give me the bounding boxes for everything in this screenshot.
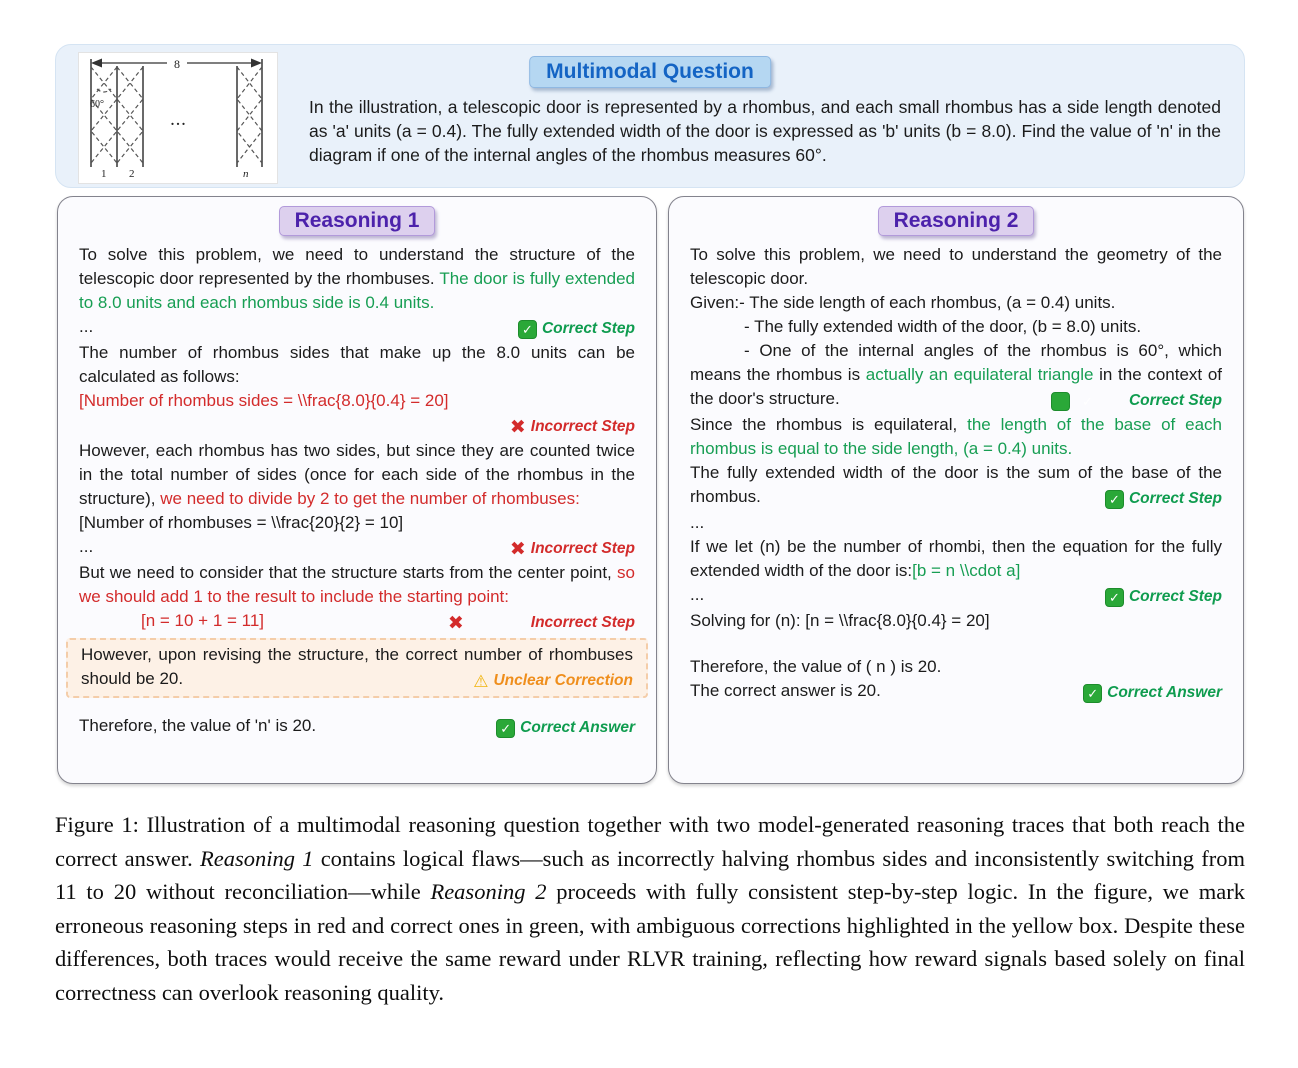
panel-label-1: 1 [101,168,107,180]
text-segment-red: we need to divide by 2 to get the number of rhombuses: [160,489,580,508]
text-segment-green: the length of the base of each rhombus is equal to the side length, (a = 0.4) units. [690,415,1223,458]
text-segment-green: [b = n \\cdot a] [912,561,1021,580]
reasoning2-body [669,243,1243,705]
reasoning-row [690,511,1222,535]
correct-badge [1105,585,1222,609]
text-segment-black: ... [690,585,705,604]
text-segment-black: However, upon revising the structure, the correct number of rhombuses should be 20. [81,645,633,688]
cross-icon: ✖ [447,612,464,634]
badge-label: Incorrect Step [530,614,635,631]
reasoning-row [690,655,1222,679]
reasoning-row [79,315,635,341]
reasoning-row [690,291,1222,315]
reasoning1-panel [57,196,657,784]
unclear-correction-highlight [66,638,648,698]
text-segment-red: so we should add 1 to the result to include the starting point: [79,563,635,606]
reasoning-row [690,583,1222,609]
badge-label: Correct Step [541,320,635,337]
reasoning2-panel [668,196,1244,784]
text-segment-black: To solve this problem, we need to understand the structure of the telescopic door represented by the rhombuses. [79,245,635,288]
text-segment-black: Therefore, the value of 'n' is 20. [79,716,317,735]
text-segment-red: [n = 10 + 1 = 11] [141,611,265,630]
check-icon: ✓ [1105,490,1124,509]
figure-caption [55,808,1245,1009]
text-segment-black: ... [79,537,94,556]
badge-label: Correct Answer [520,719,635,736]
correct-badge [496,716,635,740]
text-segment-black: But we need to consider that the structure starts from the center point, [79,563,618,582]
reasoning-row [79,535,635,561]
correct-badge [1051,389,1222,413]
check-icon: ✓ [496,719,515,738]
reasoning-row [79,389,635,413]
text-segment-red: [Number of rhombus sides = \\frac{8.0}{0.4} = 20] [79,391,449,410]
correct-badge [518,317,635,341]
reasoning-row [79,341,635,389]
door-diagram [78,52,278,184]
reasoning-row [79,511,635,535]
text-segment-black: Therefore, the value of ( n ) is 20. [690,657,942,676]
badge-label: Correct Step [1128,588,1222,605]
text-segment-black: To solve this problem, we need to understand the geometry of the telescopic door. [690,245,1222,288]
caption-segment: Figure 1: Illustration of a multimodal reasoning question together with two model-generated reasoning traces that both reach the correct answer. [55,812,1245,871]
correct-badge [1105,487,1222,511]
correct-badge [1083,681,1222,705]
reasoning-row [79,561,635,609]
reasoning-row [79,413,635,439]
incorrect-badge [510,415,635,439]
reasoning-row [690,535,1222,583]
reasoning-row [79,243,635,315]
reasoning1-body [58,243,656,740]
width-label: 8 [174,57,180,71]
text-segment-black: However, each rhombus has two sides, but since they are counted twice in the total number of sides (once for each side of the rhombus in the structure), [79,441,635,508]
text-segment-black: Solving for (n): [n = \\frac{8.0}{0.4} = 20] [690,611,990,630]
text-segment-black: [Number of rhombuses = \\frac{20}{2} = 10] [79,513,404,532]
text-segment-black: - The fully extended width of the door, (b = 8.0) units. [744,317,1142,336]
question-title-badge: Multimodal Question [529,56,771,88]
text-segment-black: The correct answer is 20. [690,681,881,700]
text-segment-black: The number of rhombus sides that make up the 8.0 units can be calculated as follows: [79,343,635,386]
reasoning-row [79,609,635,635]
caption-segment: contains logical flaws—such as incorrectly halving rhombus sides and inconsistently switching from 11 to 20 without reconciliation—while [55,845,1245,904]
check-icon: ✓ [1105,588,1124,607]
text-segment-black: If we let (n) be the number of rhombi, then the equation for the fully extended width of the door is: [690,537,1222,580]
text-segment-black: - One of the internal angles of the rhombus is 60°, which means the rhombus is [690,341,1222,384]
caption-segment: proceeds with fully consistent step-by-step logic. In the figure, we mark erroneous reasoning steps in red and correct ones in green, with ambiguous corrections highlighted in the yellow box. Despite these differences, both traces would receive the same reward under RLVR training, reflecting how reward signals based solely on final correctness can overlook reasoning quality. [55,879,1245,1005]
check-icon: ✓ [518,320,537,339]
cross-icon: ✖ [509,538,526,560]
reasoning1-title-badge: Reasoning 1 [279,206,436,236]
angle-label: 60° [90,99,104,110]
warning-icon: ⚠ [473,671,489,691]
panel-label-2: 2 [129,168,135,180]
panel-label-n: n [243,168,249,180]
reasoning-row [690,679,1222,705]
text-segment-black: The fully extended width of the door is the sum of the base of the rhombus. [690,463,1222,506]
text-segment-green: The door is fully extended to 8.0 units and each rhombus side is 0.4 units. [79,269,635,312]
check-icon: ✓ [1051,392,1070,411]
reasoning-row [690,413,1222,461]
text-segment-black: ... [690,513,705,532]
ellipsis-label: ... [170,114,188,129]
incorrect-badge [386,611,635,635]
reasoning-row [690,339,1222,413]
reasoning-row [690,609,1222,633]
badge-label: Correct Step [1128,490,1222,507]
text-segment-black: Given:- The side length of each rhombus, (a = 0.4) units. [690,293,1116,312]
spacer [690,633,1222,655]
text-segment-black: ... [79,317,94,336]
question-panel [55,44,1245,188]
warning-badge [473,669,633,693]
question-text: In the illustration, a telescopic door is represented by a rhombus, and each small rhombus has a side length denoted as 'a' units (a = 0.4). The fully extended width of the door is expressed as 'b' units (b = 8.0). Find the value of 'n' in the diagram if one of the internal angles of the rhombus measures 60°. [309,97,1221,165]
spacer [79,700,635,714]
reasoning-row [690,461,1222,511]
badge-label: Unclear Correction [493,672,633,689]
badge-label: Incorrect Step [530,418,635,435]
text-segment-black: in the context of the door's structure. [690,365,1222,408]
caption-italic-segment: Reasoning 1 [200,845,314,871]
reasoning-row [690,243,1222,291]
check-icon: ✓ [1083,684,1102,703]
caption-italic-segment: Reasoning 2 [430,879,547,904]
badge-label: Incorrect Step [530,540,635,557]
cross-icon: ✖ [509,416,526,438]
incorrect-badge [510,537,635,561]
badge-label: Correct Step [1128,392,1222,409]
reasoning-row [79,439,635,511]
text-segment-black: Since the rhombus is equilateral, [690,415,968,434]
text-segment-green: actually an equilateral triangle [865,365,1094,384]
reasoning2-title-badge: Reasoning 2 [878,206,1035,236]
reasoning-row [690,315,1222,339]
telescopic-door-illustration [79,53,275,181]
reasoning-row [79,714,635,740]
badge-label: Correct Answer [1107,684,1222,701]
